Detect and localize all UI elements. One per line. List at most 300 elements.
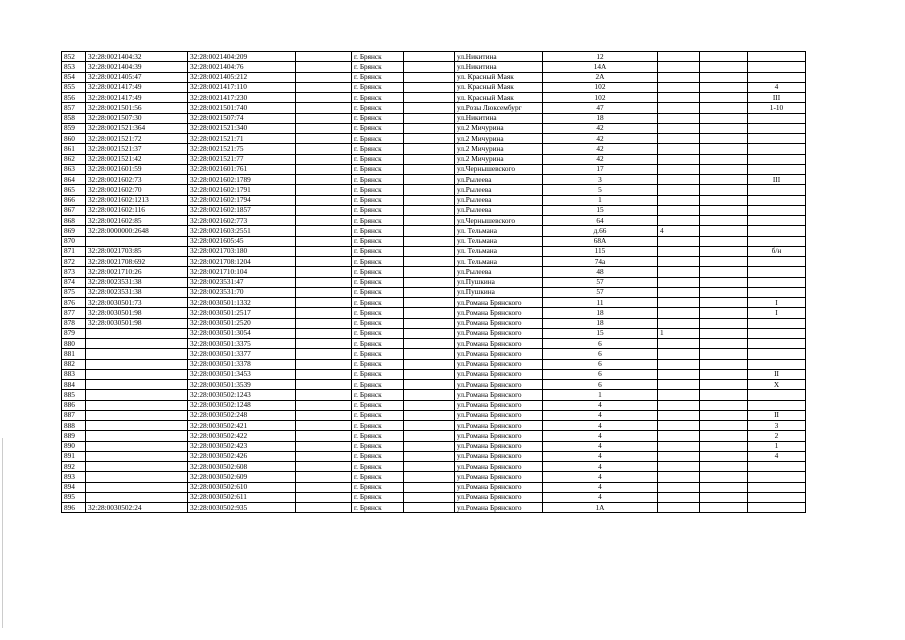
cell-city: г. Брянск (352, 482, 404, 492)
cell-col-4 (296, 369, 352, 379)
table-row (62, 277, 806, 287)
table-row (62, 287, 806, 297)
cell-row-number: 894 (62, 482, 86, 492)
cell-house-number: 4 (543, 472, 658, 482)
cell-street: ул.Романа Брянского (455, 410, 543, 420)
cell-col-4 (296, 277, 352, 287)
cell-row-number: 854 (62, 72, 86, 82)
cell-city: г. Брянск (352, 318, 404, 328)
cell-col-6 (404, 62, 455, 72)
cell-house-number: 4 (543, 451, 658, 461)
cell-col-6 (404, 277, 455, 287)
scan-edge-mark (2, 438, 3, 628)
cell-unit-number (748, 216, 806, 226)
table-row (62, 308, 806, 318)
cell-cadastral-number-land: 32:28:0021521:37 (86, 144, 188, 154)
cell-unit-number (748, 257, 806, 267)
cell-street: ул.Романа Брянского (455, 298, 543, 308)
cell-row-number: 865 (62, 185, 86, 195)
cell-city: г. Брянск (352, 462, 404, 472)
cell-unit-number (748, 72, 806, 82)
cell-unit-number: X (748, 380, 806, 390)
cell-col-10 (700, 226, 748, 236)
cell-cadastral-number-building: 32:28:0021521:340 (188, 123, 296, 133)
cell-street: ул.Романа Брянского (455, 492, 543, 502)
cell-col-6 (404, 369, 455, 379)
table-row (62, 503, 806, 513)
cell-row-number: 853 (62, 62, 86, 72)
cell-city: г. Брянск (352, 421, 404, 431)
cell-cadastral-number-land: 32:28:0021417:49 (86, 93, 188, 103)
cell-house-number: 68А (543, 236, 658, 246)
cell-row-number: 868 (62, 216, 86, 226)
cell-unit-number (748, 123, 806, 133)
cell-building-number (658, 267, 700, 277)
cell-col-4 (296, 349, 352, 359)
cell-col-10 (700, 462, 748, 472)
cell-col-6 (404, 154, 455, 164)
cell-unit-number: III (748, 93, 806, 103)
cell-row-number: 875 (62, 287, 86, 297)
cell-row-number: 892 (62, 462, 86, 472)
table-body (62, 52, 806, 513)
cell-city: г. Брянск (352, 113, 404, 123)
cell-cadastral-number-land: 32:28:0021602:85 (86, 216, 188, 226)
cell-house-number: 48 (543, 267, 658, 277)
cell-col-6 (404, 52, 455, 62)
cell-house-number: 102 (543, 82, 658, 92)
table-row (62, 318, 806, 328)
cell-col-4 (296, 205, 352, 215)
cell-cadastral-number-land (86, 431, 188, 441)
cell-cadastral-number-building: 32:28:0030501:3539 (188, 380, 296, 390)
cell-city: г. Брянск (352, 82, 404, 92)
cell-cadastral-number-building: 32:28:0030502:1243 (188, 390, 296, 400)
table-row (62, 113, 806, 123)
cell-col-6 (404, 134, 455, 144)
cell-street: ул.Рылеева (455, 175, 543, 185)
cell-col-4 (296, 359, 352, 369)
cell-col-10 (700, 400, 748, 410)
cell-col-6 (404, 113, 455, 123)
cell-unit-number (748, 349, 806, 359)
table-row (62, 93, 806, 103)
cell-col-10 (700, 123, 748, 133)
cell-street: ул.Романа Брянского (455, 441, 543, 451)
cell-cadastral-number-land: 32:28:0021602:1213 (86, 195, 188, 205)
cell-cadastral-number-land: 32:28:0030501:73 (86, 298, 188, 308)
cell-house-number: 115 (543, 246, 658, 256)
cell-row-number: 862 (62, 154, 86, 164)
cell-row-number: 856 (62, 93, 86, 103)
cell-col-6 (404, 359, 455, 369)
cell-col-6 (404, 349, 455, 359)
cell-building-number (658, 52, 700, 62)
cell-cadastral-number-building: 32:28:0030501:3453 (188, 369, 296, 379)
cell-building-number (658, 503, 700, 513)
cell-unit-number (748, 134, 806, 144)
cell-col-4 (296, 123, 352, 133)
cell-col-10 (700, 318, 748, 328)
cell-cadastral-number-building: 32:28:0021404:209 (188, 52, 296, 62)
cell-col-10 (700, 503, 748, 513)
cell-house-number: 11 (543, 298, 658, 308)
cell-row-number: 878 (62, 318, 86, 328)
cell-cadastral-number-land (86, 390, 188, 400)
cell-col-6 (404, 339, 455, 349)
cell-cadastral-number-land (86, 339, 188, 349)
cell-building-number (658, 113, 700, 123)
cell-street: ул.Романа Брянского (455, 349, 543, 359)
cell-city: г. Брянск (352, 349, 404, 359)
cell-city: г. Брянск (352, 93, 404, 103)
table-row (62, 205, 806, 215)
cell-building-number (658, 400, 700, 410)
cell-building-number (658, 154, 700, 164)
cell-col-10 (700, 103, 748, 113)
cell-col-4 (296, 93, 352, 103)
cell-building-number (658, 318, 700, 328)
cell-col-4 (296, 134, 352, 144)
cell-col-4 (296, 441, 352, 451)
cell-city: г. Брянск (352, 216, 404, 226)
cell-col-6 (404, 441, 455, 451)
cell-cadastral-number-building: 32:28:0030502:1248 (188, 400, 296, 410)
cell-house-number: 42 (543, 134, 658, 144)
cell-col-6 (404, 462, 455, 472)
cell-col-4 (296, 113, 352, 123)
cell-street: ул.Романа Брянского (455, 328, 543, 338)
cell-cadastral-number-building: 32:28:0030502:935 (188, 503, 296, 513)
cell-unit-number: 4 (748, 451, 806, 461)
cell-building-number (658, 72, 700, 82)
cell-building-number (658, 62, 700, 72)
cell-col-4 (296, 103, 352, 113)
cell-house-number: 4 (543, 462, 658, 472)
cell-street: ул.Рылеева (455, 267, 543, 277)
cell-street: ул.Рылеева (455, 195, 543, 205)
cell-col-4 (296, 318, 352, 328)
cell-unit-number: 3 (748, 421, 806, 431)
table-row (62, 441, 806, 451)
cell-city: г. Брянск (352, 144, 404, 154)
cell-street: ул.Рылеева (455, 205, 543, 215)
cell-building-number (658, 164, 700, 174)
cell-house-number: 57 (543, 287, 658, 297)
cell-col-10 (700, 216, 748, 226)
table-row (62, 52, 806, 62)
cell-col-6 (404, 492, 455, 502)
cell-col-4 (296, 298, 352, 308)
cell-col-6 (404, 451, 455, 461)
cell-row-number: 876 (62, 298, 86, 308)
cell-unit-number (748, 472, 806, 482)
cell-cadastral-number-building: 32:28:0021601:761 (188, 164, 296, 174)
table-row (62, 462, 806, 472)
cell-row-number: 896 (62, 503, 86, 513)
cell-city: г. Брянск (352, 103, 404, 113)
cell-house-number: 18 (543, 113, 658, 123)
cell-col-4 (296, 492, 352, 502)
cell-col-6 (404, 216, 455, 226)
cell-building-number (658, 441, 700, 451)
cell-building-number (658, 492, 700, 502)
cell-col-10 (700, 62, 748, 72)
cell-col-10 (700, 482, 748, 492)
cell-col-4 (296, 185, 352, 195)
cell-street: ул.Романа Брянского (455, 339, 543, 349)
cell-cadastral-number-land: 32:28:0021602:70 (86, 185, 188, 195)
cell-col-10 (700, 328, 748, 338)
table-row (62, 328, 806, 338)
cell-building-number (658, 308, 700, 318)
cell-col-6 (404, 72, 455, 82)
registry-table (61, 51, 806, 513)
cell-building-number (658, 380, 700, 390)
cell-cadastral-number-building: 32:28:0030502:423 (188, 441, 296, 451)
cell-cadastral-number-building: 32:28:0021417:110 (188, 82, 296, 92)
cell-col-10 (700, 431, 748, 441)
cell-col-4 (296, 216, 352, 226)
cell-city: г. Брянск (352, 359, 404, 369)
cell-street: ул.Романа Брянского (455, 503, 543, 513)
cell-cadastral-number-building: 32:28:0030502:608 (188, 462, 296, 472)
cell-house-number: 15 (543, 328, 658, 338)
cell-city: г. Брянск (352, 123, 404, 133)
cell-building-number (658, 103, 700, 113)
cell-house-number: 6 (543, 369, 658, 379)
cell-col-10 (700, 308, 748, 318)
cell-cadastral-number-land (86, 380, 188, 390)
cell-unit-number: II (748, 369, 806, 379)
cell-street: ул.Пушкина (455, 287, 543, 297)
cell-cadastral-number-building: 32:28:0021602:1789 (188, 175, 296, 185)
cell-unit-number (748, 164, 806, 174)
cell-building-number (658, 410, 700, 420)
cell-city: г. Брянск (352, 451, 404, 461)
cell-col-4 (296, 236, 352, 246)
cell-city: г. Брянск (352, 298, 404, 308)
cell-cadastral-number-building: 32:28:0021507:74 (188, 113, 296, 123)
cell-cadastral-number-land: 32:28:0021404:32 (86, 52, 188, 62)
cell-city: г. Брянск (352, 390, 404, 400)
cell-col-10 (700, 267, 748, 277)
cell-unit-number (748, 144, 806, 154)
cell-cadastral-number-land: 32:28:0030501:98 (86, 318, 188, 328)
cell-col-10 (700, 349, 748, 359)
cell-street: ул. Красный Маяк (455, 72, 543, 82)
cell-cadastral-number-building: 32:28:0021602:1791 (188, 185, 296, 195)
cell-street: ул. Тельмана (455, 257, 543, 267)
cell-cadastral-number-land: 32:28:0021405:47 (86, 72, 188, 82)
cell-col-10 (700, 287, 748, 297)
table-row (62, 82, 806, 92)
cell-house-number: 47 (543, 103, 658, 113)
cell-cadastral-number-building: 32:28:0030501:3054 (188, 328, 296, 338)
cell-cadastral-number-land: 32:28:0021404:39 (86, 62, 188, 72)
cell-col-6 (404, 298, 455, 308)
table-row (62, 482, 806, 492)
cell-city: г. Брянск (352, 277, 404, 287)
table-row (62, 144, 806, 154)
cell-cadastral-number-building: 32:28:0021404:76 (188, 62, 296, 72)
cell-col-4 (296, 257, 352, 267)
cell-building-number (658, 359, 700, 369)
cell-house-number: 6 (543, 380, 658, 390)
cell-street: ул.2 Мичурина (455, 144, 543, 154)
table-row (62, 339, 806, 349)
cell-row-number: 867 (62, 205, 86, 215)
cell-row-number: 881 (62, 349, 86, 359)
cell-unit-number: 4 (748, 82, 806, 92)
cell-col-6 (404, 236, 455, 246)
cell-cadastral-number-building: 32:28:0021602:1794 (188, 195, 296, 205)
cell-cadastral-number-building: 32:28:0030502:248 (188, 410, 296, 420)
cell-row-number: 886 (62, 400, 86, 410)
cell-col-10 (700, 144, 748, 154)
cell-street: ул.Романа Брянского (455, 390, 543, 400)
cell-street: ул.Пушкина (455, 277, 543, 287)
cell-city: г. Брянск (352, 226, 404, 236)
cell-building-number (658, 93, 700, 103)
cell-cadastral-number-building: 32:28:0030502:611 (188, 492, 296, 502)
cell-city: г. Брянск (352, 236, 404, 246)
cell-col-4 (296, 410, 352, 420)
cell-street: ул.Никитина (455, 113, 543, 123)
cell-col-6 (404, 308, 455, 318)
cell-street: ул.Романа Брянского (455, 472, 543, 482)
cell-house-number: 64 (543, 216, 658, 226)
cell-building-number (658, 82, 700, 92)
cell-col-10 (700, 359, 748, 369)
cell-col-4 (296, 82, 352, 92)
cell-col-10 (700, 298, 748, 308)
cell-building-number (658, 185, 700, 195)
cell-row-number: 872 (62, 257, 86, 267)
cell-street: ул.Романа Брянского (455, 462, 543, 472)
cell-house-number: 3 (543, 175, 658, 185)
cell-col-6 (404, 103, 455, 113)
cell-street: ул. Тельмана (455, 226, 543, 236)
cell-building-number (658, 431, 700, 441)
cell-house-number: 1А (543, 503, 658, 513)
cell-street: ул.Рылеева (455, 185, 543, 195)
cell-cadastral-number-land: 32:28:0021521:364 (86, 123, 188, 133)
table-row (62, 175, 806, 185)
cell-cadastral-number-land (86, 328, 188, 338)
cell-cadastral-number-land (86, 400, 188, 410)
cell-cadastral-number-land: 32:28:0021521:42 (86, 154, 188, 164)
cell-col-4 (296, 421, 352, 431)
cell-cadastral-number-land (86, 451, 188, 461)
cell-unit-number (748, 359, 806, 369)
cell-row-number: 863 (62, 164, 86, 174)
cell-cadastral-number-land: 32:28:0021710:26 (86, 267, 188, 277)
cell-cadastral-number-building: 32:28:0021521:71 (188, 134, 296, 144)
cell-house-number: 4 (543, 421, 658, 431)
cell-col-10 (700, 205, 748, 215)
table-row (62, 185, 806, 195)
cell-cadastral-number-building: 32:28:0021405:212 (188, 72, 296, 82)
table-row (62, 267, 806, 277)
table-row (62, 472, 806, 482)
cell-cadastral-number-land: 32:28:0021521:72 (86, 134, 188, 144)
cell-cadastral-number-land (86, 410, 188, 420)
cell-cadastral-number-building: 32:28:0030502:609 (188, 472, 296, 482)
cell-row-number: 879 (62, 328, 86, 338)
cell-city: г. Брянск (352, 72, 404, 82)
table-row (62, 246, 806, 256)
cell-city: г. Брянск (352, 308, 404, 318)
table-row (62, 134, 806, 144)
cell-col-6 (404, 185, 455, 195)
cell-col-4 (296, 246, 352, 256)
cell-building-number (658, 482, 700, 492)
cell-col-10 (700, 277, 748, 287)
cell-unit-number: б/н (748, 246, 806, 256)
cell-city: г. Брянск (352, 472, 404, 482)
cell-col-10 (700, 451, 748, 461)
cell-house-number: 1 (543, 195, 658, 205)
cell-cadastral-number-land: 32:28:0000000:2648 (86, 226, 188, 236)
cell-row-number: 855 (62, 82, 86, 92)
cell-col-10 (700, 195, 748, 205)
cell-col-6 (404, 400, 455, 410)
cell-city: г. Брянск (352, 441, 404, 451)
cell-col-10 (700, 421, 748, 431)
cell-city: г. Брянск (352, 246, 404, 256)
cell-street: ул.Романа Брянского (455, 451, 543, 461)
cell-building-number (658, 236, 700, 246)
cell-building-number (658, 369, 700, 379)
cell-building-number (658, 123, 700, 133)
cell-city: г. Брянск (352, 400, 404, 410)
cell-cadastral-number-land: 32:28:0030502:24 (86, 503, 188, 513)
table-row (62, 369, 806, 379)
table-row (62, 154, 806, 164)
table-row (62, 226, 806, 236)
cell-cadastral-number-land (86, 482, 188, 492)
cell-cadastral-number-building: 32:28:0021603:2551 (188, 226, 296, 236)
table-row (62, 236, 806, 246)
cell-row-number: 873 (62, 267, 86, 277)
cell-unit-number (748, 390, 806, 400)
cell-col-4 (296, 462, 352, 472)
cell-building-number (658, 246, 700, 256)
cell-row-number: 860 (62, 134, 86, 144)
cell-street: ул.Романа Брянского (455, 431, 543, 441)
cell-cadastral-number-building: 32:28:0023531:47 (188, 277, 296, 287)
cell-col-4 (296, 164, 352, 174)
cell-city: г. Брянск (352, 205, 404, 215)
cell-cadastral-number-land: 32:28:0021602:73 (86, 175, 188, 185)
cell-cadastral-number-building: 32:28:0021602:1857 (188, 205, 296, 215)
cell-cadastral-number-land: 32:28:0021507:30 (86, 113, 188, 123)
cell-row-number: 871 (62, 246, 86, 256)
cell-cadastral-number-land (86, 421, 188, 431)
cell-cadastral-number-land (86, 359, 188, 369)
cell-col-6 (404, 328, 455, 338)
table-row (62, 349, 806, 359)
cell-house-number: д.66 (543, 226, 658, 236)
cell-col-10 (700, 369, 748, 379)
cell-city: г. Брянск (352, 52, 404, 62)
cell-col-4 (296, 267, 352, 277)
cell-cadastral-number-building: 32:28:0021501:740 (188, 103, 296, 113)
cell-building-number (658, 451, 700, 461)
cell-unit-number: 2 (748, 431, 806, 441)
cell-col-4 (296, 339, 352, 349)
